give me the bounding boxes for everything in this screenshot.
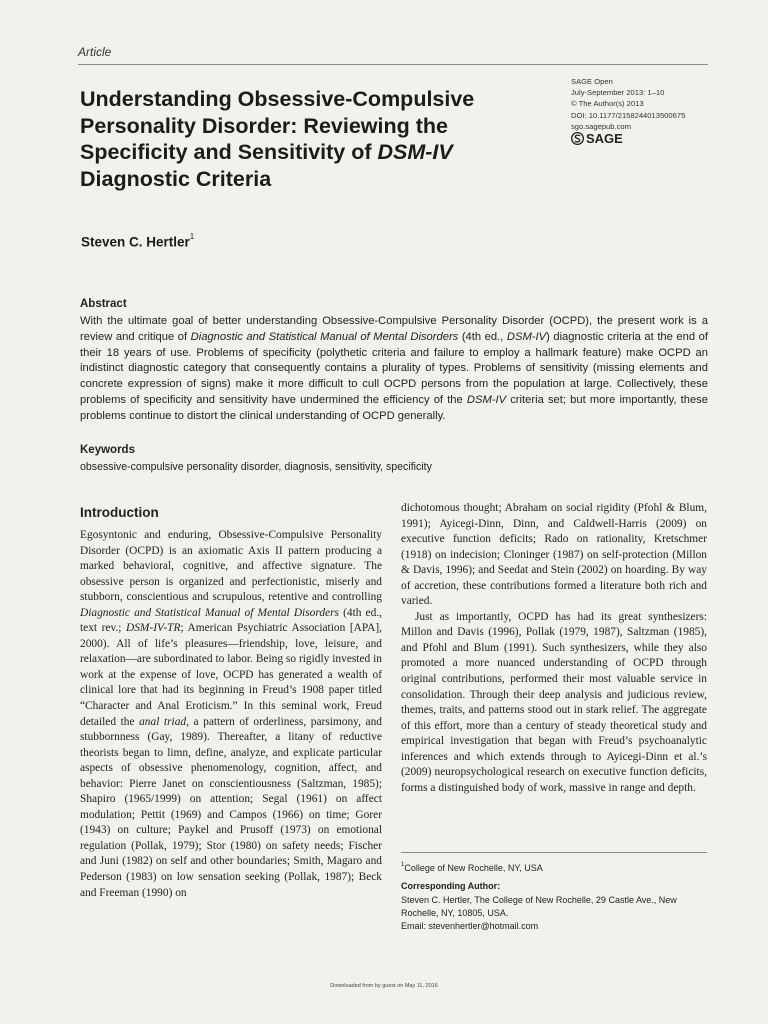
doi: DOI: 10.1177/2158244013500675 — [571, 110, 686, 120]
title-text-end: Diagnostic Criteria — [80, 166, 272, 191]
body-italic: Diagnostic and Statistical Manual of Mental Disorders — [80, 606, 339, 619]
journal-meta — [571, 76, 741, 132]
keywords-heading: Keywords — [80, 444, 135, 456]
keywords-text: obsessive-compulsive personality disorder, diagnosis, sensitivity, specificity — [80, 461, 432, 473]
abstract-text-1: With the ultimate goal of better understanding Obsessive-Compulsive Personality Disorder (OCPD), the present work is a review and critique of — [80, 315, 708, 343]
body-paragraph: dichotomous thought; Abraham on social rigidity (Pfohl & Blum, 1991); Ayicegi-Dinn, Dinn, and Caldwell-Harris (2009) on executive function deficits; Rado on rationality, Kretschmer (1918) on indecision; Cloninger (1987) on self-protection (Millon & Davis, 1996); and Seedat and Stein (2002) on hoarding. By way of accretion, these contributions formed a literature both rich and varied. — [401, 502, 707, 608]
body-italic: anal triad — [139, 715, 187, 728]
header-rule — [78, 64, 708, 65]
author-affil-mark: 1 — [189, 232, 195, 241]
abstract-text-4: criteria set; but more importantly, these problems continue to distort the clinical understanding of OCPD generally. — [80, 393, 708, 422]
footnote-rule — [401, 852, 707, 853]
journal-url: sgo.sagepub.com — [571, 121, 631, 131]
affiliation-note — [401, 860, 707, 874]
sage-logo-icon — [571, 132, 584, 145]
body-text: (4th ed., text rev.; — [80, 606, 382, 635]
author-line — [81, 234, 194, 250]
affiliation-text: College of New Rochelle, NY, USA — [404, 863, 543, 873]
body-paragraph — [80, 528, 382, 901]
abstract-italic-1: Diagnostic and Statistical Manual of Mental Disorders — [190, 330, 459, 343]
abstract-text — [80, 314, 708, 425]
corresponding-author-details — [401, 894, 707, 932]
body-text: Egosyntonic and enduring, Obsessive-Compulsive Personality Disorder (OCPD) is an axiomatic Axis II pattern producing a marked behavioral, cognitive, and affective signature. The obsessive person is organized and perfectionistic, miserly and stubborn, conscientious and scrupulous, retentive and controlling — [80, 529, 382, 604]
abstract-text-2: (4th ed., — [458, 330, 507, 343]
paper-title — [80, 86, 520, 192]
download-note: Downloaded from by guest on May 11, 2016 — [330, 983, 438, 989]
body-paragraph: Just as importantly, OCPD has had its great synthesizers: Millon and Davis (1996), Pollak (1979, 1987), Saltzman (1985), and Pfohl and Blum (1991). Such synthesizers, while they also promoted a more nuanced understanding of OCPD through original contributions, performed their most valuable service in consolidation. Through their deep analysis and judicious review, themes, traits, and patterns stood out in stark relief. The aggregate of this effort, more than a century of steady theoretical study and empirical investigation that began with Freud’s psychoanalytic inferences and which extends through to Ayicegi-Dinn et al.’s (2009) neuropsychological research on executive function deficits, forms a distinguished body of work, massive in range and depth. — [401, 610, 707, 794]
title-italic: DSM-IV — [377, 140, 453, 164]
body-text: ; American Psychiatric Association [APA], 2000). All of life’s pleasures—friendship, love, leisure, and relaxation—are subordinated to labor. Being so rigidly invested in work at the expense of love, OCPD has generated a wealth of clinical lore that had its beginning in Freud’s 1908 paper titled “Character and Anal Eroticism.” In this seminal work, Freud detailed the — [80, 622, 382, 728]
body-column-right — [401, 501, 707, 796]
body-italic: DSM-IV-TR — [126, 622, 181, 635]
abstract-heading: Abstract — [80, 298, 127, 310]
publisher-logo-text: SAGE — [586, 131, 623, 146]
introduction-heading: Introduction — [80, 505, 159, 520]
journal-name: SAGE Open — [571, 77, 613, 86]
title-text: Understanding Obsessive-Compulsive Personality Disorder: Reviewing the Specificity and Sensitivity of — [80, 87, 475, 164]
copyright: © The Author(s) 2013 — [571, 99, 644, 109]
journal-issue: July-September 2013: 1–10 — [571, 88, 665, 98]
corresponding-address: Steven C. Hertler, The College of New Rochelle, 29 Castle Ave., New Rochelle, NY, 10805, USA. — [401, 895, 677, 918]
publisher-logo — [571, 131, 623, 146]
abstract-text-3: ) diagnostic criteria at the end of their 18 years of use. Problems of specificity (polythetic criteria and failure to employ a hallmark feature) make OCPD an indistinct diagnostic category that consequently contains a plurality of types. Problems of sensitivity (missing elements and concrete expression of signs) make it more difficult to cull OCPD persons from the population at large. Collectively, these problems of specificity and sensitivity have undermined the efficiency of the — [80, 330, 708, 406]
affiliation-mark: 1 — [401, 862, 405, 868]
article-label: Article — [78, 45, 112, 59]
abstract-italic-3: DSM-IV — [466, 393, 507, 406]
body-text: , a pattern of orderliness, parsimony, and stubbornness (Gay, 1989). Thereafter, a litany of reductive theorists began to limn, define, analyze, and explicate particular aspects of obsessive phenomenology, cognition, affect, and behavior: Pierre Janet on conscientiousness (Saltzman, 1985); Shapiro (1965/1999) on attention; Segal (1961) on affect modulation; Pettit (1969) and Campos (1966) on time; Gorer (1943) on culture; Paykel and Prusoff (1973) on emotional regulation (Pollak, 1979); Stor (1980) on safety needs; Fischer and Juni (1982) on self and other boundaries; Smith, Magaro and Pederson (1983) on low sensation seeking (Pollak, 1987); Beck and Freeman (1990) on — [80, 715, 382, 899]
author-name: Steven C. Hertler — [81, 234, 190, 250]
corresponding-email[interactable]: Email: stevenhertler@hotmail.com — [401, 920, 539, 931]
corresponding-author-heading: Corresponding Author: — [401, 881, 501, 891]
abstract-italic-2: DSM-IV — [506, 330, 547, 343]
body-column-left — [80, 528, 382, 901]
